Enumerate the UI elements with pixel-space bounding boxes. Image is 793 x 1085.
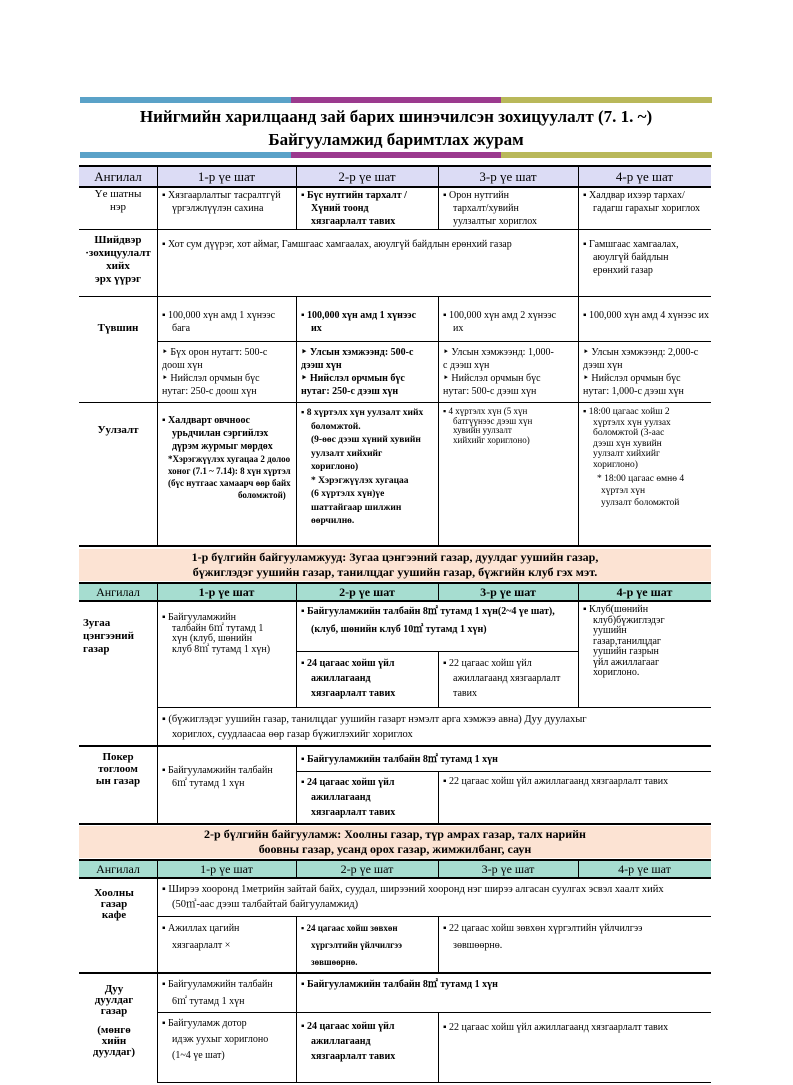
t3-vline xyxy=(438,859,439,878)
t3-hline xyxy=(79,972,711,974)
level-stage3-a: ▪ 100,000 хүн амд 2 хүнээс их xyxy=(443,310,557,334)
t2-hline xyxy=(79,600,711,602)
row-label-food: Хоолны газар кафе xyxy=(94,887,134,921)
stage3-name: ▪ Орон нутгийн тархалт/хувийн уулзалтыг хориглох xyxy=(443,190,538,227)
t3-hline xyxy=(157,916,711,917)
t3-vline xyxy=(296,916,297,973)
t2-hline xyxy=(79,823,711,825)
t3-hline xyxy=(79,859,711,861)
row-label-scope: Шийдвэр ·зохицуулалт хийх эрх үүрэг xyxy=(85,234,151,285)
food-stages-1-4: ▪ Ширээ хооронд 1метрийн зайтай байх, суудал, ширээний хооронд нэг ширээ алгасан суулгах эсвэл хаалт хийх (50㎡-аас дээш талбайтай байгууламжид) xyxy=(162,884,664,910)
table2-header-stage4: 4-р үе шат xyxy=(616,585,673,599)
table3-header-stage1: 1-р үе шат xyxy=(200,862,253,876)
ent-stage2-hours: ▪ 24 цагаас хойш үйл ажиллагаанд хязгаарлалт тавих xyxy=(301,658,396,699)
t3-hline xyxy=(157,1012,711,1013)
level-stage2-b: ‣ Улсын хэмжээнд: 500-с дээш хүн ‣ Нийслэл орчмын бүс нутаг: 250-с дээш хүн xyxy=(301,347,414,397)
t2-hline xyxy=(79,745,711,747)
row-label-entertainment: Зугаа цэнгээний газар xyxy=(83,617,134,655)
karaoke-stages-3-4-hours: ▪ 22 цагаас хойш үйл ажиллагаанд хязгаарлалт тавих xyxy=(443,1022,669,1033)
level-stage3-b: ‣ Улсын хэмжээнд: 1,000- с дээш хүн ‣ Нийслэл орчмын бүс нутаг: 500-с дээш хүн xyxy=(443,347,554,397)
level-stage1-b: ‣ Бүх орон нутагт: 500-с доош хүн ‣ Нийслэл орчмын бүс нутаг: 250-с доош хүн xyxy=(162,347,268,397)
t2-hline xyxy=(296,651,578,652)
bottom-band-purple xyxy=(291,152,501,158)
food-stage2-hours: ▪ 24 цагаас хойш зөвхөн хүргэлтийн үйлчилгээ зөвшөөрнө. xyxy=(301,923,403,967)
t1-hline xyxy=(79,229,711,230)
t2-vline xyxy=(578,582,579,708)
title-line-2: Байгууламжид баримтлах журам xyxy=(268,130,524,149)
row-label-poker: Покер тоглоом ын газар xyxy=(95,751,141,787)
t1-vline xyxy=(578,165,579,546)
row-label-stage-name: Үе шатны нэр xyxy=(94,188,142,213)
t2-vline xyxy=(438,771,439,824)
t2-hline xyxy=(79,582,711,584)
section-1-banner: 1-р бүлгийн байгууламжууд: Зугаа цэнгээний газар, дуулдаг уушийн газар, бүжиглэдэг уушийн газар, танилцдаг уушийн газар, бүжгийн клуб гэх мэт. xyxy=(79,549,711,581)
food-stage1-hours: ▪ Ажиллах цагийн хязгаарлалт × xyxy=(162,923,240,951)
t2-vline xyxy=(296,745,297,824)
t2-vline xyxy=(438,582,439,601)
row-label-meeting: Уулзалт xyxy=(97,424,139,436)
t1-hline xyxy=(79,545,711,547)
table1-header-category: Ангилал xyxy=(94,169,142,184)
t1-vline xyxy=(157,165,158,546)
food-stages-3-4-hours: ▪ 22 цагаас хойш зөвхөн хүргэлтийн үйлчилгээ зөвшөөрнө. xyxy=(443,923,643,951)
table1-header-stage3: 3-р үе шат xyxy=(479,169,537,184)
t2-vline xyxy=(438,651,439,708)
table1-header-stage2: 2-р үе шат xyxy=(338,169,396,184)
poker-stage2-hours: ▪ 24 цагаас хойш үйл ажиллагаанд хязгаарлалт тавих xyxy=(301,777,396,818)
level-stage2-a: ▪ 100,000 хүн амд 1 хүнээс их xyxy=(301,310,417,334)
t1-vline xyxy=(296,165,297,230)
t3-vline xyxy=(157,859,158,1083)
t2-hline xyxy=(157,707,711,708)
row-label-karaoke: Дуу дуулдаг газар (мөнгө хийн дуулдаг) xyxy=(92,983,136,1058)
t2-vline xyxy=(296,582,297,601)
t1-hline xyxy=(157,341,711,342)
table2-header-stage3: 3-р үе шат xyxy=(480,585,536,599)
level-stage1-a: ▪ 100,000 хүн амд 1 хүнээс бага xyxy=(162,310,276,334)
ent-stage1: ▪ Байгууламжийн талбайн 6㎡ тутамд 1 хүн (клуб, шөнийн клуб 8㎡ тутамд 1 хүн) xyxy=(162,612,271,655)
top-band-purple xyxy=(291,97,501,103)
t3-vline xyxy=(296,859,297,878)
meeting-stage2: ▪ 8 хүртэлх хүн уулзалт хийх боломжтой. (9-өөс дээш хүний хувийн уулзалт хийхийг хориглоно) * Хэрэгжүүлэх хугацаа (6 хүртэлх хүн)үе шаттайгаар шилжин өөрчилнө. xyxy=(301,408,424,526)
ent-note: ▪ (бүжиглэдэг уушийн газар, танилцдаг уушийн газарт нэмэлт арга хэмжээ авна) Дуу дуулахыг хориглох, суудлаасаа өөр газар бүжиглэхийг хориглох xyxy=(162,714,587,740)
stage2-name: ▪ Бүс нутгийн тархалт / Хүний тоонд хязгаарлалт тавих xyxy=(301,190,407,227)
bottom-band-blue xyxy=(80,152,291,158)
top-band-blue xyxy=(80,97,291,103)
t1-hline xyxy=(79,165,711,167)
t2-vline xyxy=(157,582,158,824)
t2-hline xyxy=(296,771,711,772)
karaoke-stage1-area: ▪ Байгууламжийн талбайн 6㎡ тутамд 1 хүн xyxy=(162,979,273,1007)
table3-header-stage3: 3-р үе шат xyxy=(481,862,535,876)
table2-header-stage2: 2-р үе шат xyxy=(339,585,395,599)
ent-stage4: ▪ Клуб(шөнийн клуб)бүжиглэдэг уушийн газар,танилцдаг уушийн газрын үйл ажиллагааг хориглоно. xyxy=(583,604,665,678)
meeting-stage4: ▪ 18:00 цагаас хойш 2 хүртэлх хүн уулзах боломжтой (3-аас дээш хүн хувийн уулзалт хийхийг хориглоно) * 18:00 цагаас өмнө 4 хүртэл хүн уулзалт боломжтой xyxy=(583,407,685,508)
poker-stages-3-4-hours: ▪ 22 цагаас хойш үйл ажиллагаанд хязгаарлалт тавих xyxy=(443,776,669,787)
karaoke-stage1-food: ▪ Байгууламж дотор идэж уухыг хориглоно (1~4 үе шат) xyxy=(162,1018,269,1061)
table3-header-category: Ангилал xyxy=(96,862,140,876)
table2-header-stage1: 1-р үе шат xyxy=(198,585,255,599)
top-band-olive xyxy=(501,97,712,103)
table1-header-stage4: 4-р үе шат xyxy=(615,169,674,184)
table3-header-stage4: 4-р үе шат xyxy=(618,862,671,876)
t3-vline xyxy=(438,916,439,973)
meeting-stage1: ▪ Халдварт овчноос урьдчилан сэргийлэх дүрэм журмыг мөрдөх *Хэрэгжүүлэх хугацаа 2 долоо хоног (7.1 ~ 7.14): 8 хүн хүртэл (бүс нутгаас хамаарч өөр байх боломжтой) xyxy=(162,415,291,500)
t1-vline xyxy=(438,296,439,546)
level-stage4-b: ‣ Улсын хэмжээнд: 2,000-с дээш хүн ‣ Нийслэл орчмын бүс нутаг: 1,000-с дээш хүн xyxy=(583,347,699,397)
level-stage4-a: ▪ 100,000 хүн амд 4 хүнээс их xyxy=(583,310,709,321)
karaoke-stage2-hours: ▪ 24 цагаас хойш үйл ажиллагаанд хязгаарлалт тавих xyxy=(301,1021,396,1062)
scope-stage-4: ▪ Гамшгаас хамгаалах, аюулгүй байдлын ерөнхий газар xyxy=(583,239,679,276)
karaoke-stages-2-4-area: ▪ Байгууламжийн талбайн 8㎡ тутамд 1 хүн xyxy=(301,979,498,990)
t2-vline xyxy=(296,600,297,708)
section-2-banner: 2-р бүлгийн байгууламж: Хоолны газар, түр амрах газар, талх нарийн боовны газар, усанд орох газар, жимжилбанг, саун xyxy=(79,826,711,858)
table3-header-stage2: 2-р үе шат xyxy=(340,862,394,876)
stage1-name: ▪ Хязгаарлалтыг тасралтгүй үргэлжлүүлэн сахина xyxy=(162,190,281,214)
t1-hline xyxy=(79,296,711,297)
t1-vline xyxy=(438,165,439,230)
title-line-1: Нийгмийн харилцаанд зай барих шинэчилсэн зохицуулалт (7. 1. ~) xyxy=(139,107,653,126)
table1-header-stage1: 1-р үе шат xyxy=(197,169,256,184)
ent-stage3-hours: ▪ 22 цагаас хойш үйл ажиллагаанд хязгаарлалт тавих xyxy=(443,658,561,699)
table2-header-category: Ангилал xyxy=(96,585,140,599)
t1-hline xyxy=(79,402,711,403)
t1-hline xyxy=(79,186,711,188)
row-label-level: Түвшин xyxy=(97,322,139,334)
stage4-name: ▪ Халдвар ихээр тархах/ гадагш гарахыг хориглох xyxy=(583,190,700,214)
ent-stages-2-3: ▪ Байгууламжийн талбайн 8㎡ тутамд 1 хүн(2~4 үе шат), (клуб, шөнийн клуб 10㎡ тутамд 1 хүн) xyxy=(301,606,555,635)
t3-vline xyxy=(438,1012,439,1083)
scope-stages-1-3: ▪ Хот сум дүүрэг, хот аймаг, Гамшгаас хамгаалах, аюулгүй байдлын ерөнхий газар xyxy=(162,239,512,250)
t3-vline xyxy=(296,972,297,1083)
bottom-band-olive xyxy=(501,152,712,158)
t1-vline xyxy=(296,296,297,546)
poker-stages-2-4: ▪ Байгууламжийн талбайн 8㎡ тутамд 1 хүн xyxy=(301,754,498,765)
t3-hline xyxy=(79,877,711,879)
poker-stage1: ▪ Байгууламжийн талбайн 6㎡ тутамд 1 хүн xyxy=(162,765,273,789)
meeting-stage3: ▪ 4 хүртэлх хүн (5 хүн батгүүнээс дээш хүн хувийн уулзалт хийхийг хориглоно) xyxy=(443,406,533,445)
t3-hline xyxy=(157,1082,711,1083)
t3-vline xyxy=(578,859,579,878)
